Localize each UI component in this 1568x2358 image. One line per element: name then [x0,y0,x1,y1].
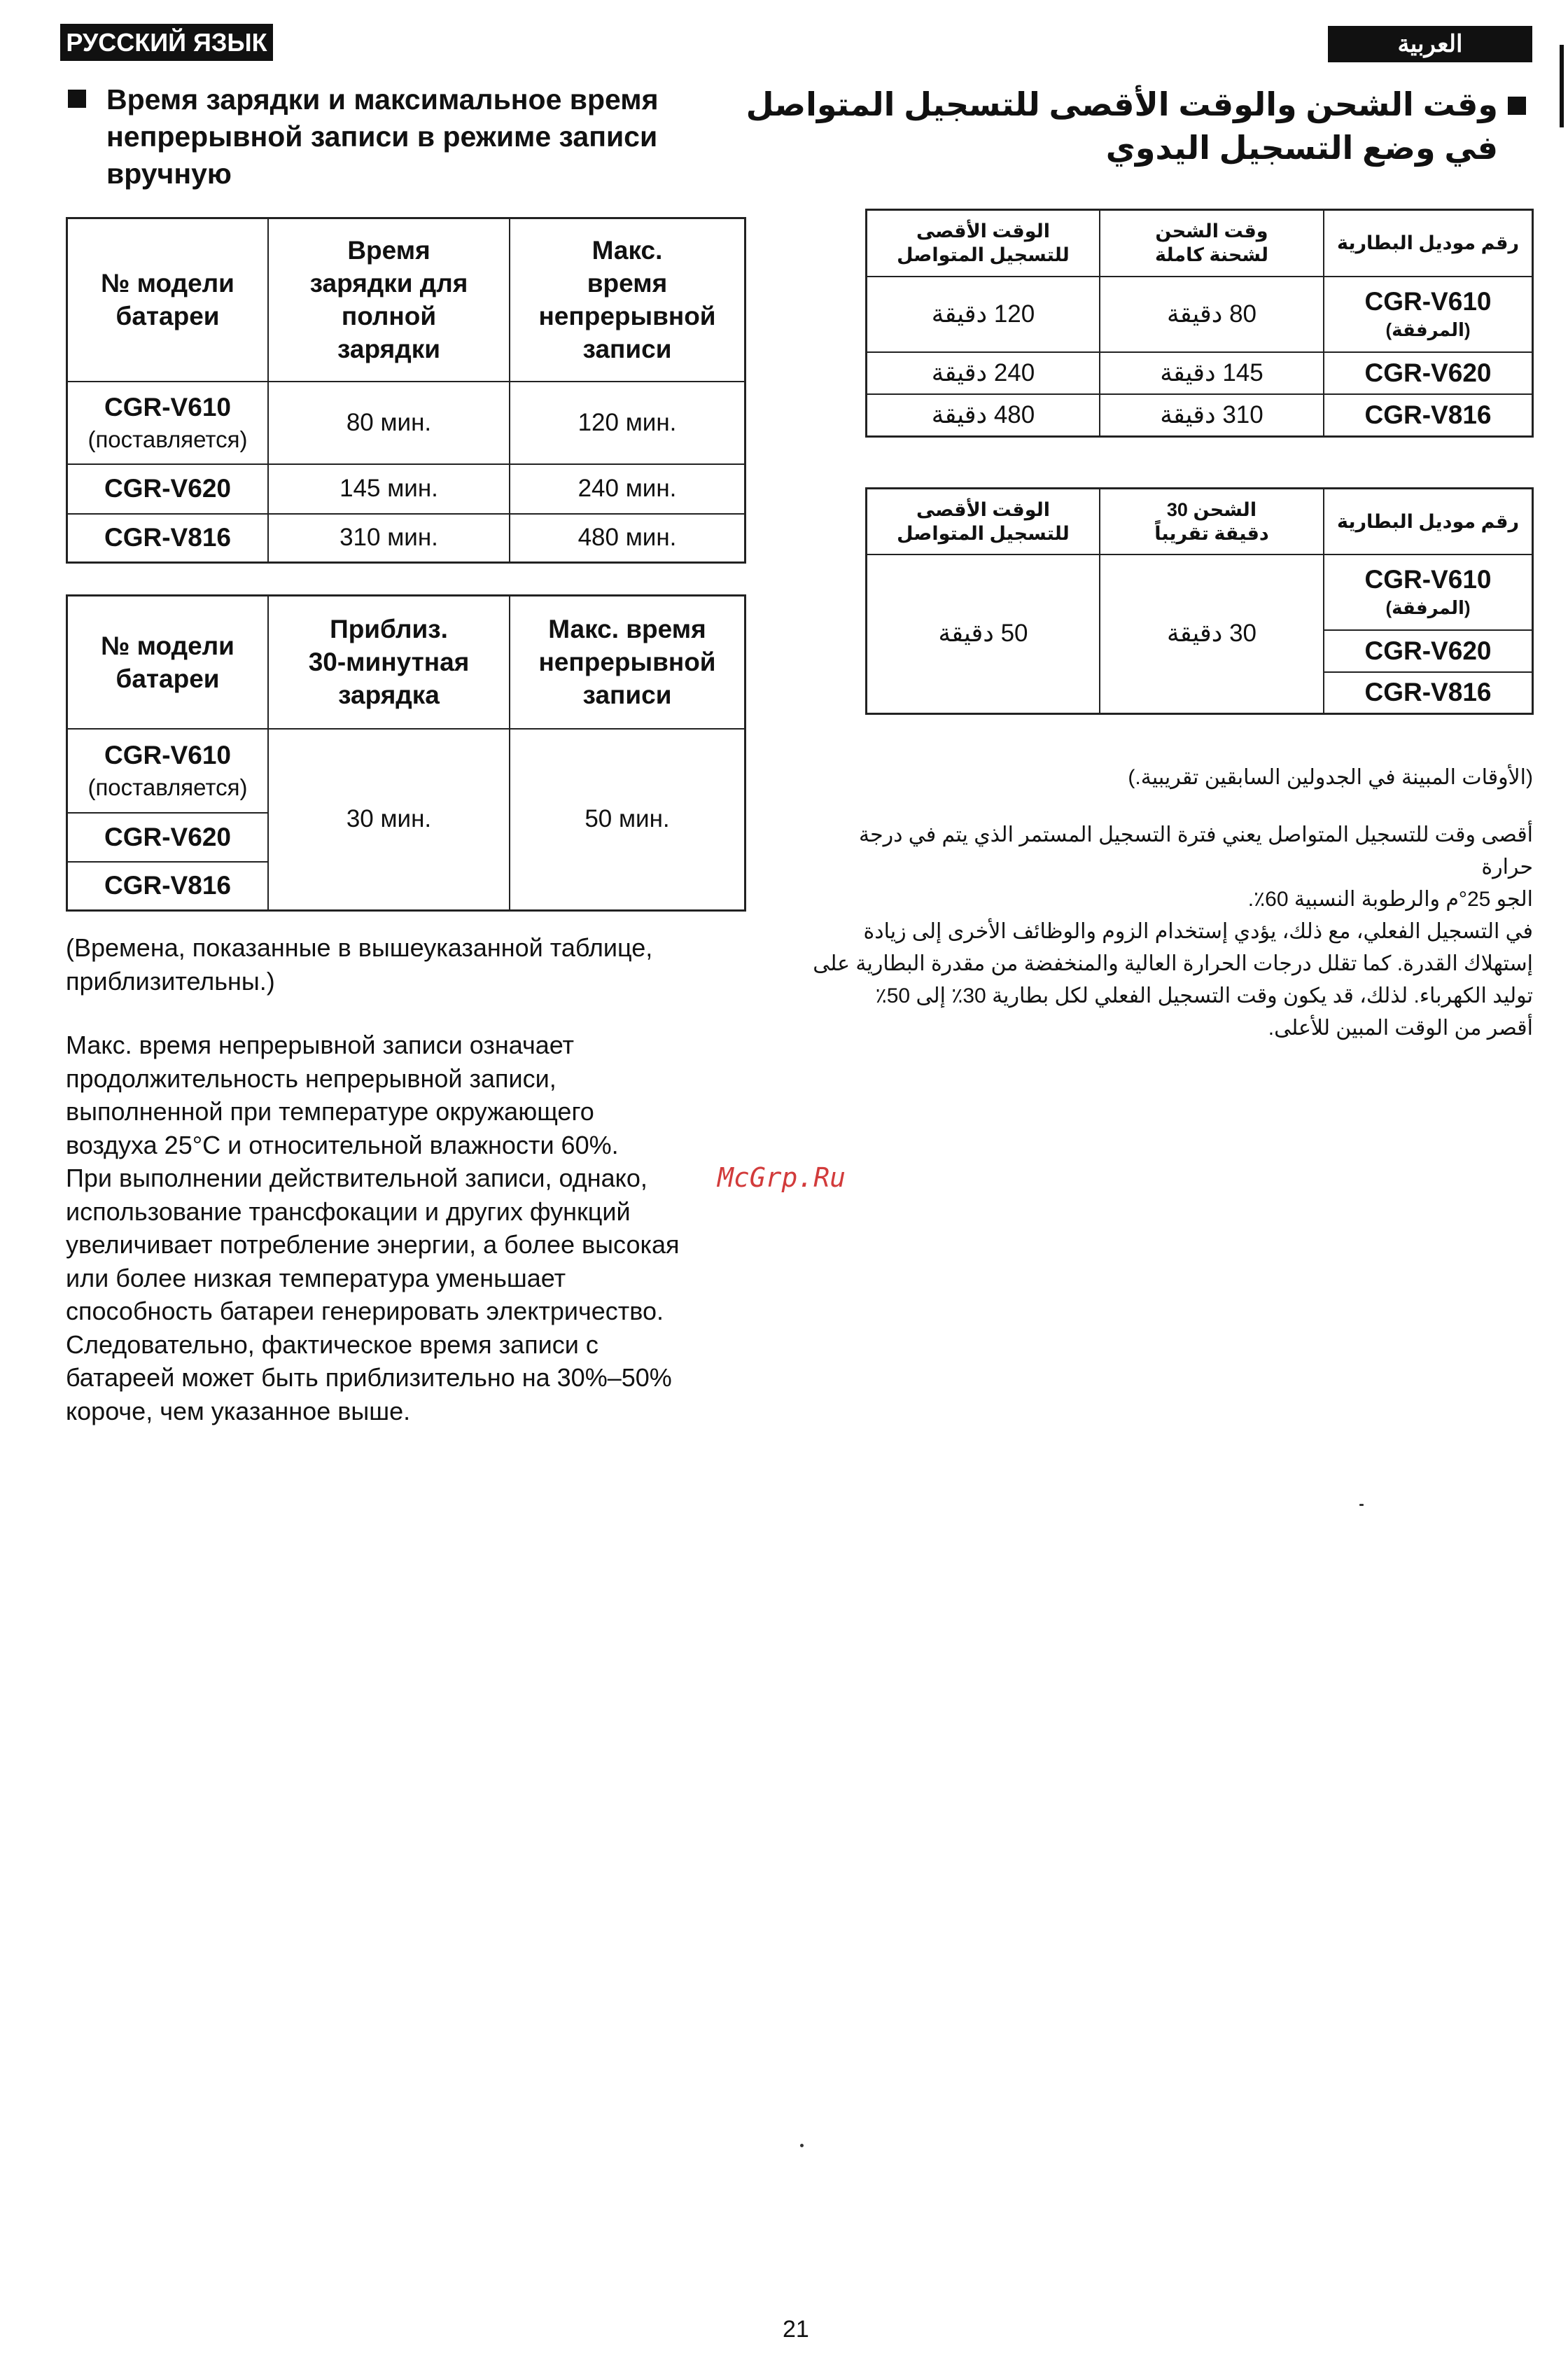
table-row [867,277,1533,352]
table-row [67,464,746,514]
header-max-record-time [510,596,746,729]
charge-time: 30 мин. [268,729,510,911]
russian-language-tab: РУССКИЙ ЯЗЫК [60,24,273,61]
header-line: зарядки [337,335,440,364]
body-line: или более низкая температура уменьшает [66,1263,566,1292]
charge-time: 80 мин. [268,382,510,464]
battery-model: CGR-V816 [67,514,269,563]
table-row [867,554,1533,630]
body-line: использование трансфокации и других функций [66,1197,631,1226]
header-line: зарядка [338,681,440,710]
arabic-charge-table [865,209,1534,438]
header-full-charge-time [268,218,510,382]
header-line: непрерывной [538,648,716,677]
arabic-quick-charge-table [865,487,1534,715]
body-line: батареей может быть приблизительно на 30%–50% [66,1363,672,1392]
header-line: دقيقة تقريباً [1154,522,1269,544]
header-line: الشحن 30 [1166,498,1257,520]
arabic-heading-bullet [1508,97,1526,115]
record-time: 480 دقيقة [867,394,1100,437]
russian-charge-table [66,217,746,564]
body-line: короче, чем указанное выше. [66,1396,411,1425]
header-line: полной [341,302,437,331]
body-line: увеличивает потребление энергии, а более высокая [66,1230,680,1259]
header-line: رقم موديل البطارية [1336,232,1520,254]
header-line: батареи [115,664,220,693]
charge-time: 310 دقيقة [1100,394,1324,437]
header-model [1324,210,1533,277]
battery-model: CGR-V620 [67,464,269,514]
battery-model: CGR-V610 [1364,287,1492,316]
record-time: 240 دقيقة [867,352,1100,394]
body-line: توليد الكهرباء. لذلك، قد يكون وقت التسجيل الفعلي لكل بطارية 30٪ إلى 50٪ [875,984,1533,1007]
russian-quick-charge-table [66,594,746,912]
header-line: الوقت الأقصى [916,221,1051,242]
battery-model: CGR-V610 [104,392,231,421]
supplied-note: (поставляется) [88,426,248,452]
charge-time: 145 دقيقة [1100,352,1324,394]
body-line: Следовательно, фактическое время записи с [66,1330,598,1359]
page-number: 21 [783,2316,809,2343]
charge-time: 145 мин. [268,464,510,514]
header-line: записи [582,335,672,364]
record-time: 120 мин. [510,382,746,464]
body-line: إستهلاك القدرة. كما تقلل درجات الحرارة العالية والمنخفضة من مقدرة البطارية على [813,952,1533,975]
russian-heading-line: Время зарядки и максимальное время [106,83,659,116]
battery-model: CGR-V620 [67,813,269,862]
battery-model-cell [1324,277,1533,352]
header-line: للتسجيل المتواصل [897,244,1070,266]
supplied-note: (المرفقة) [1385,597,1471,618]
record-time: 50 دقيقة [867,554,1100,714]
arabic-body-text [812,819,1533,1045]
battery-model: CGR-V620 [1324,352,1533,394]
header-line: الوقت الأقصى [916,498,1051,520]
header-line: батареи [115,302,220,331]
header-30min-charge [1100,489,1324,554]
russian-heading-line: вручную [106,158,232,190]
supplied-note: (المرفقة) [1385,319,1471,340]
battery-model: CGR-V816 [67,862,269,911]
table-row [867,352,1533,394]
header-line: зарядки для [309,269,468,298]
body-line: При выполнении действительной записи, однако, [66,1164,648,1192]
header-line: непрерывной [538,302,716,331]
battery-model: CGR-V610 [1364,565,1492,594]
header-line: Макс. время [548,615,706,644]
battery-model: CGR-V816 [1324,394,1533,437]
body-line: воздуха 25°С и относительной влажности 60%. [66,1130,619,1159]
header-line: للتسجيل المتواصل [897,522,1070,544]
russian-heading-line: непрерывной записи в режиме записи [106,120,658,153]
header-line: وقت الشحن [1155,221,1268,242]
body-line: أقصى وقت للتسجيل المتواصل يعني فترة التسجيل المستمر الذي يتم في درجة حرارة [859,823,1533,879]
header-model [1324,489,1533,554]
body-line: продолжительность непрерывной записи, [66,1063,556,1093]
body-line: أقصر من الوقت المبين للأعلى. [1268,1017,1533,1040]
header-max-record-time [867,489,1100,554]
body-line: способность батареи генерировать электричество. [66,1297,664,1325]
header-line: لشحنة كاملة [1155,244,1268,266]
arabic-language-tab: العربية [1328,26,1532,62]
table-row [67,382,746,464]
charge-time: 310 мин. [268,514,510,563]
arabic-heading [742,83,1498,169]
header-max-record-time [867,210,1100,277]
russian-heading-bullet [68,90,86,108]
battery-model: CGR-V816 [1324,672,1533,714]
charge-time: 30 دقيقة [1100,554,1324,714]
header-line: Приблиз. [330,615,448,644]
header-line: время [587,269,668,298]
header-max-record-time [510,218,746,382]
header-model [67,218,269,382]
arabic-heading-line: وقت الشحن والوقت الأقصى للتسجيل المتواصل [746,86,1498,123]
battery-model: CGR-V620 [1324,630,1533,672]
header-line: № модели [101,269,234,298]
record-time: 120 دقيقة [867,277,1100,352]
body-line: في التسجيل الفعلي، مع ذلك، يؤدي إستخدام الزوم والوظائف الأخرى إلى زيادة [863,920,1533,943]
print-speck [800,2144,804,2147]
battery-model: CGR-V610 [104,740,231,769]
print-speck [1359,1504,1364,1506]
russian-body-text [66,1028,822,1428]
body-line: Макс. время непрерывной записи означает [66,1031,575,1059]
arabic-table-note: (الأوقات المبينة في الجدولين السابقين تقريبية.) [1128,766,1533,789]
header-line: رقم موديل البطارية [1336,510,1520,532]
record-time: 240 мин. [510,464,746,514]
table-row [67,729,746,813]
header-line: 30-минутная [308,648,470,677]
battery-model-cell [1324,554,1533,630]
header-line: записи [582,681,672,710]
note-line: (Времена, показанные в вышеуказанной таблице, [66,933,653,962]
record-time: 50 мин. [510,729,746,911]
header-30min-charge [268,596,510,729]
supplied-note: (поставляется) [88,774,248,800]
header-full-charge-time [1100,210,1324,277]
header-line: Время [347,236,430,265]
note-line: приблизительны.) [66,966,275,996]
battery-model-cell [67,729,269,813]
watermark: McGrp.Ru [718,1162,846,1193]
battery-model-cell [67,382,269,464]
table-row [67,514,746,563]
body-line: выполненной при температуре окружающего [66,1097,594,1126]
charge-time: 80 دقيقة [1100,277,1324,352]
header-model [67,596,269,729]
page-edge-mark [1560,45,1564,127]
arabic-heading-line: في وضع التسجيل اليدوي [1105,130,1498,166]
header-line: Макс. [592,236,663,265]
body-line: الجو 25°م والرطوبة النسبية 60٪. [1247,888,1533,911]
header-line: № модели [101,631,234,660]
russian-table-note [66,931,766,998]
russian-heading [106,81,736,193]
table-row [867,394,1533,437]
record-time: 480 мин. [510,514,746,563]
